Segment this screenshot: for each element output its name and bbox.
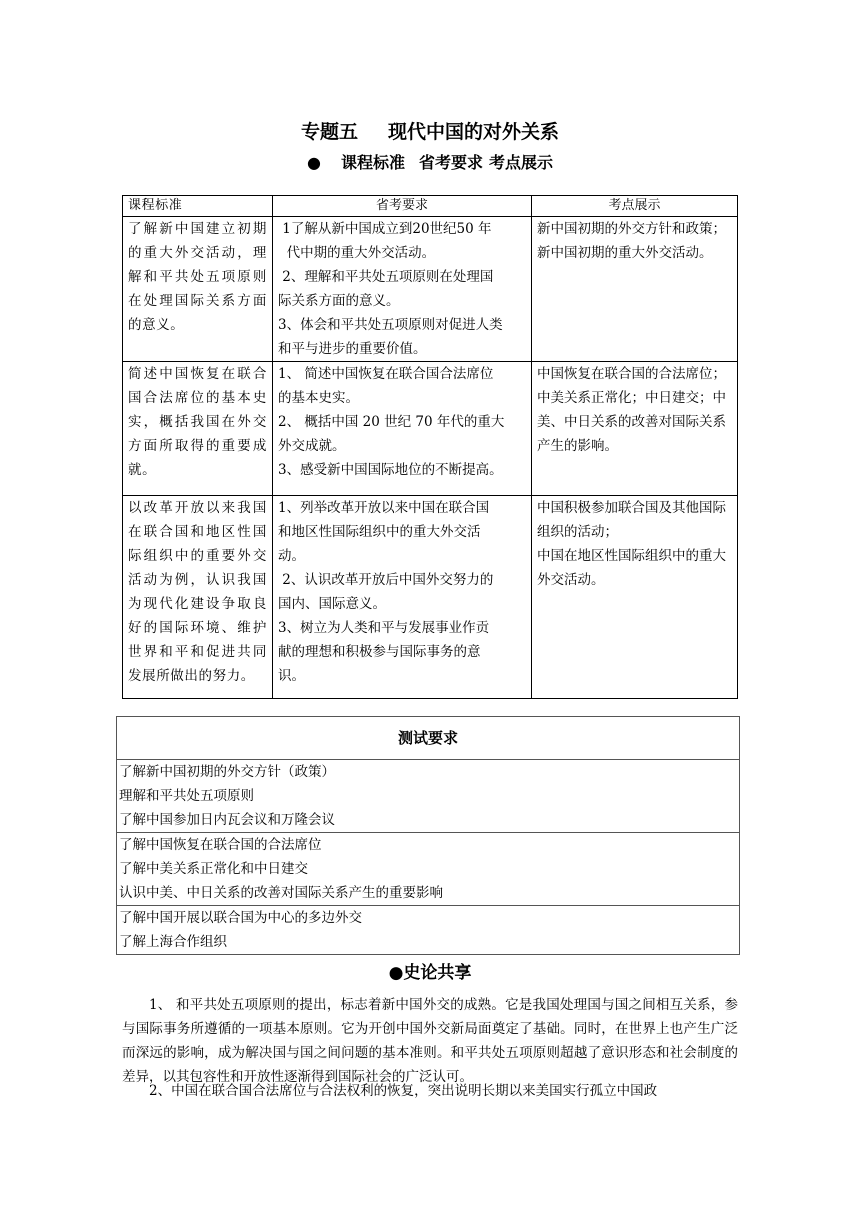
key-point-line: 中国在地区性国际组织中的重大外交活动。: [537, 548, 726, 588]
list-item: 了解新中国初期的外交方针（政策）: [119, 764, 335, 780]
standard-cell: 简述中国恢复在联合国合法席位的基本史实，概括我国在外交方面所取得的重要成就。: [123, 362, 273, 496]
test-group: [117, 906, 740, 955]
page-title: [0, 117, 860, 144]
paragraph: 2、中国在联合国合法席位与合法权利的恢复，突出说明长期以来美国实行孤立中国政: [149, 1083, 658, 1099]
test-requirements-table: [116, 716, 740, 955]
section-title: ●史论共享: [388, 963, 472, 983]
requirements-cell: [273, 496, 532, 699]
requirement-line: 3、树立为人类和平与发展事业作贡: [278, 620, 490, 636]
standard-cell: 以改革开放以来我国在联合国和地区性国际组织中的重要外交活动为例，认识我国为现代化建设争取良好的国际环境、维护世界和平和促进共同发展所做出的努力。: [123, 496, 273, 699]
table-row: [123, 496, 738, 699]
column-header: 课程标准: [123, 196, 273, 217]
paragraph: 1、 和平共处五项原则的提出，标志着新中国外交的成熟。它是我国处理国与国之间相互关系，参与国际事务所遵循的一项基本原则。它为开创中国外交新局面奠定了基础。同时，在世界上也产生广泛而深远的影响，成为解决国与国之间问题的基本准则。和平共处五项原则超越了意识形态和社会制度的差异，以其包容性和开放性逐渐得到国际社会的广泛认可。: [122, 997, 738, 1085]
key-point-line: 中国恢复在联合国的合法席位；中美关系正常化；中日建交；中美、中日关系的改善对国际关系产生的影响。: [537, 366, 726, 454]
requirement-line: 2、认识改革开放后中国外交努力的: [278, 572, 494, 588]
list-item: 了解中美关系正常化和中日建交: [119, 861, 308, 877]
key-points-cell: [532, 217, 738, 362]
standard-cell: 了解新中国建立初期的重大外交活动，理解和平共处五项原则在处理国际关系方面的意义。: [123, 217, 273, 362]
requirement-line: 3、体会和平共处五项原则对促进人类: [278, 317, 503, 333]
requirement-line: 和平与进步的重要价值。: [278, 341, 427, 357]
requirement-line: 际关系方面的意义。: [278, 293, 400, 309]
standards-table: [122, 195, 738, 699]
list-item: 了解中国开展以联合国为中心的多边外交: [119, 910, 362, 926]
requirement-line: 2、理解和平共处五项原则在处理国: [278, 269, 494, 285]
key-point-line: 中国积极参加联合国及其他国际组织的活动；: [537, 500, 726, 540]
list-item: 了解中国参加日内瓦会议和万隆会议: [119, 812, 335, 828]
requirement-line: 1了解从新中国成立到20世纪50 年: [278, 221, 492, 237]
column-header: 省考要求: [273, 196, 532, 217]
subtitle: [0, 150, 860, 173]
subtitle-item1: 课程标准: [340, 153, 405, 172]
key-point-line: 新中国初期的重大外交活动。: [537, 245, 713, 261]
title-part1: 专题五: [300, 121, 358, 143]
requirement-line: 献的理想和积极参与国际事务的意: [278, 644, 481, 660]
requirement-line: 国内、国际意义。: [278, 596, 386, 612]
requirement-line: 1、列举改革开放以来中国在联合国: [278, 500, 490, 516]
table-header-row: [123, 196, 738, 217]
table-row: [123, 362, 738, 496]
list-item: 认识中美、中日关系的改善对国际关系产生的重要影响: [119, 885, 443, 901]
key-points-cell: [532, 496, 738, 699]
requirement-line: 的基本史实。: [278, 390, 359, 406]
bullet-icon: ●: [306, 153, 321, 172]
list-item: 理解和平共处五项原则: [119, 788, 254, 804]
list-item: 了解中国恢复在联合国的合法席位: [119, 837, 322, 853]
requirement-line: 识。: [278, 668, 305, 684]
column-header: 考点展示: [532, 196, 738, 217]
requirement-line: 1、 简述中国恢复在联合国合法席位: [278, 366, 494, 382]
test-group: [117, 760, 740, 833]
requirement-line: 代中期的重大外交活动。: [278, 245, 436, 261]
test-requirements-header: 测试要求: [117, 717, 740, 760]
requirement-line: 3、感受新中国国际地位的不断提高。: [278, 462, 503, 478]
requirement-line: 外交成就。: [278, 438, 346, 454]
subtitle-item2: 省考要求: [418, 153, 483, 172]
requirement-line: 和地区性国际组织中的重大外交活: [278, 524, 481, 540]
test-group: [117, 833, 740, 906]
list-item: 了解上海合作组织: [119, 934, 227, 950]
table-row: [123, 217, 738, 362]
requirement-line: 2、 概括中国 20 世纪 70 年代的重大: [278, 414, 505, 430]
requirements-cell: [273, 217, 532, 362]
key-point-line: 新中国初期的外交方针和政策；: [537, 221, 726, 237]
subtitle-item3: 考点展示: [488, 153, 553, 172]
requirements-cell: [273, 362, 532, 496]
requirement-line: 动。: [278, 548, 305, 564]
title-part2: 现代中国的对外关系: [388, 121, 560, 143]
key-points-cell: [532, 362, 738, 496]
